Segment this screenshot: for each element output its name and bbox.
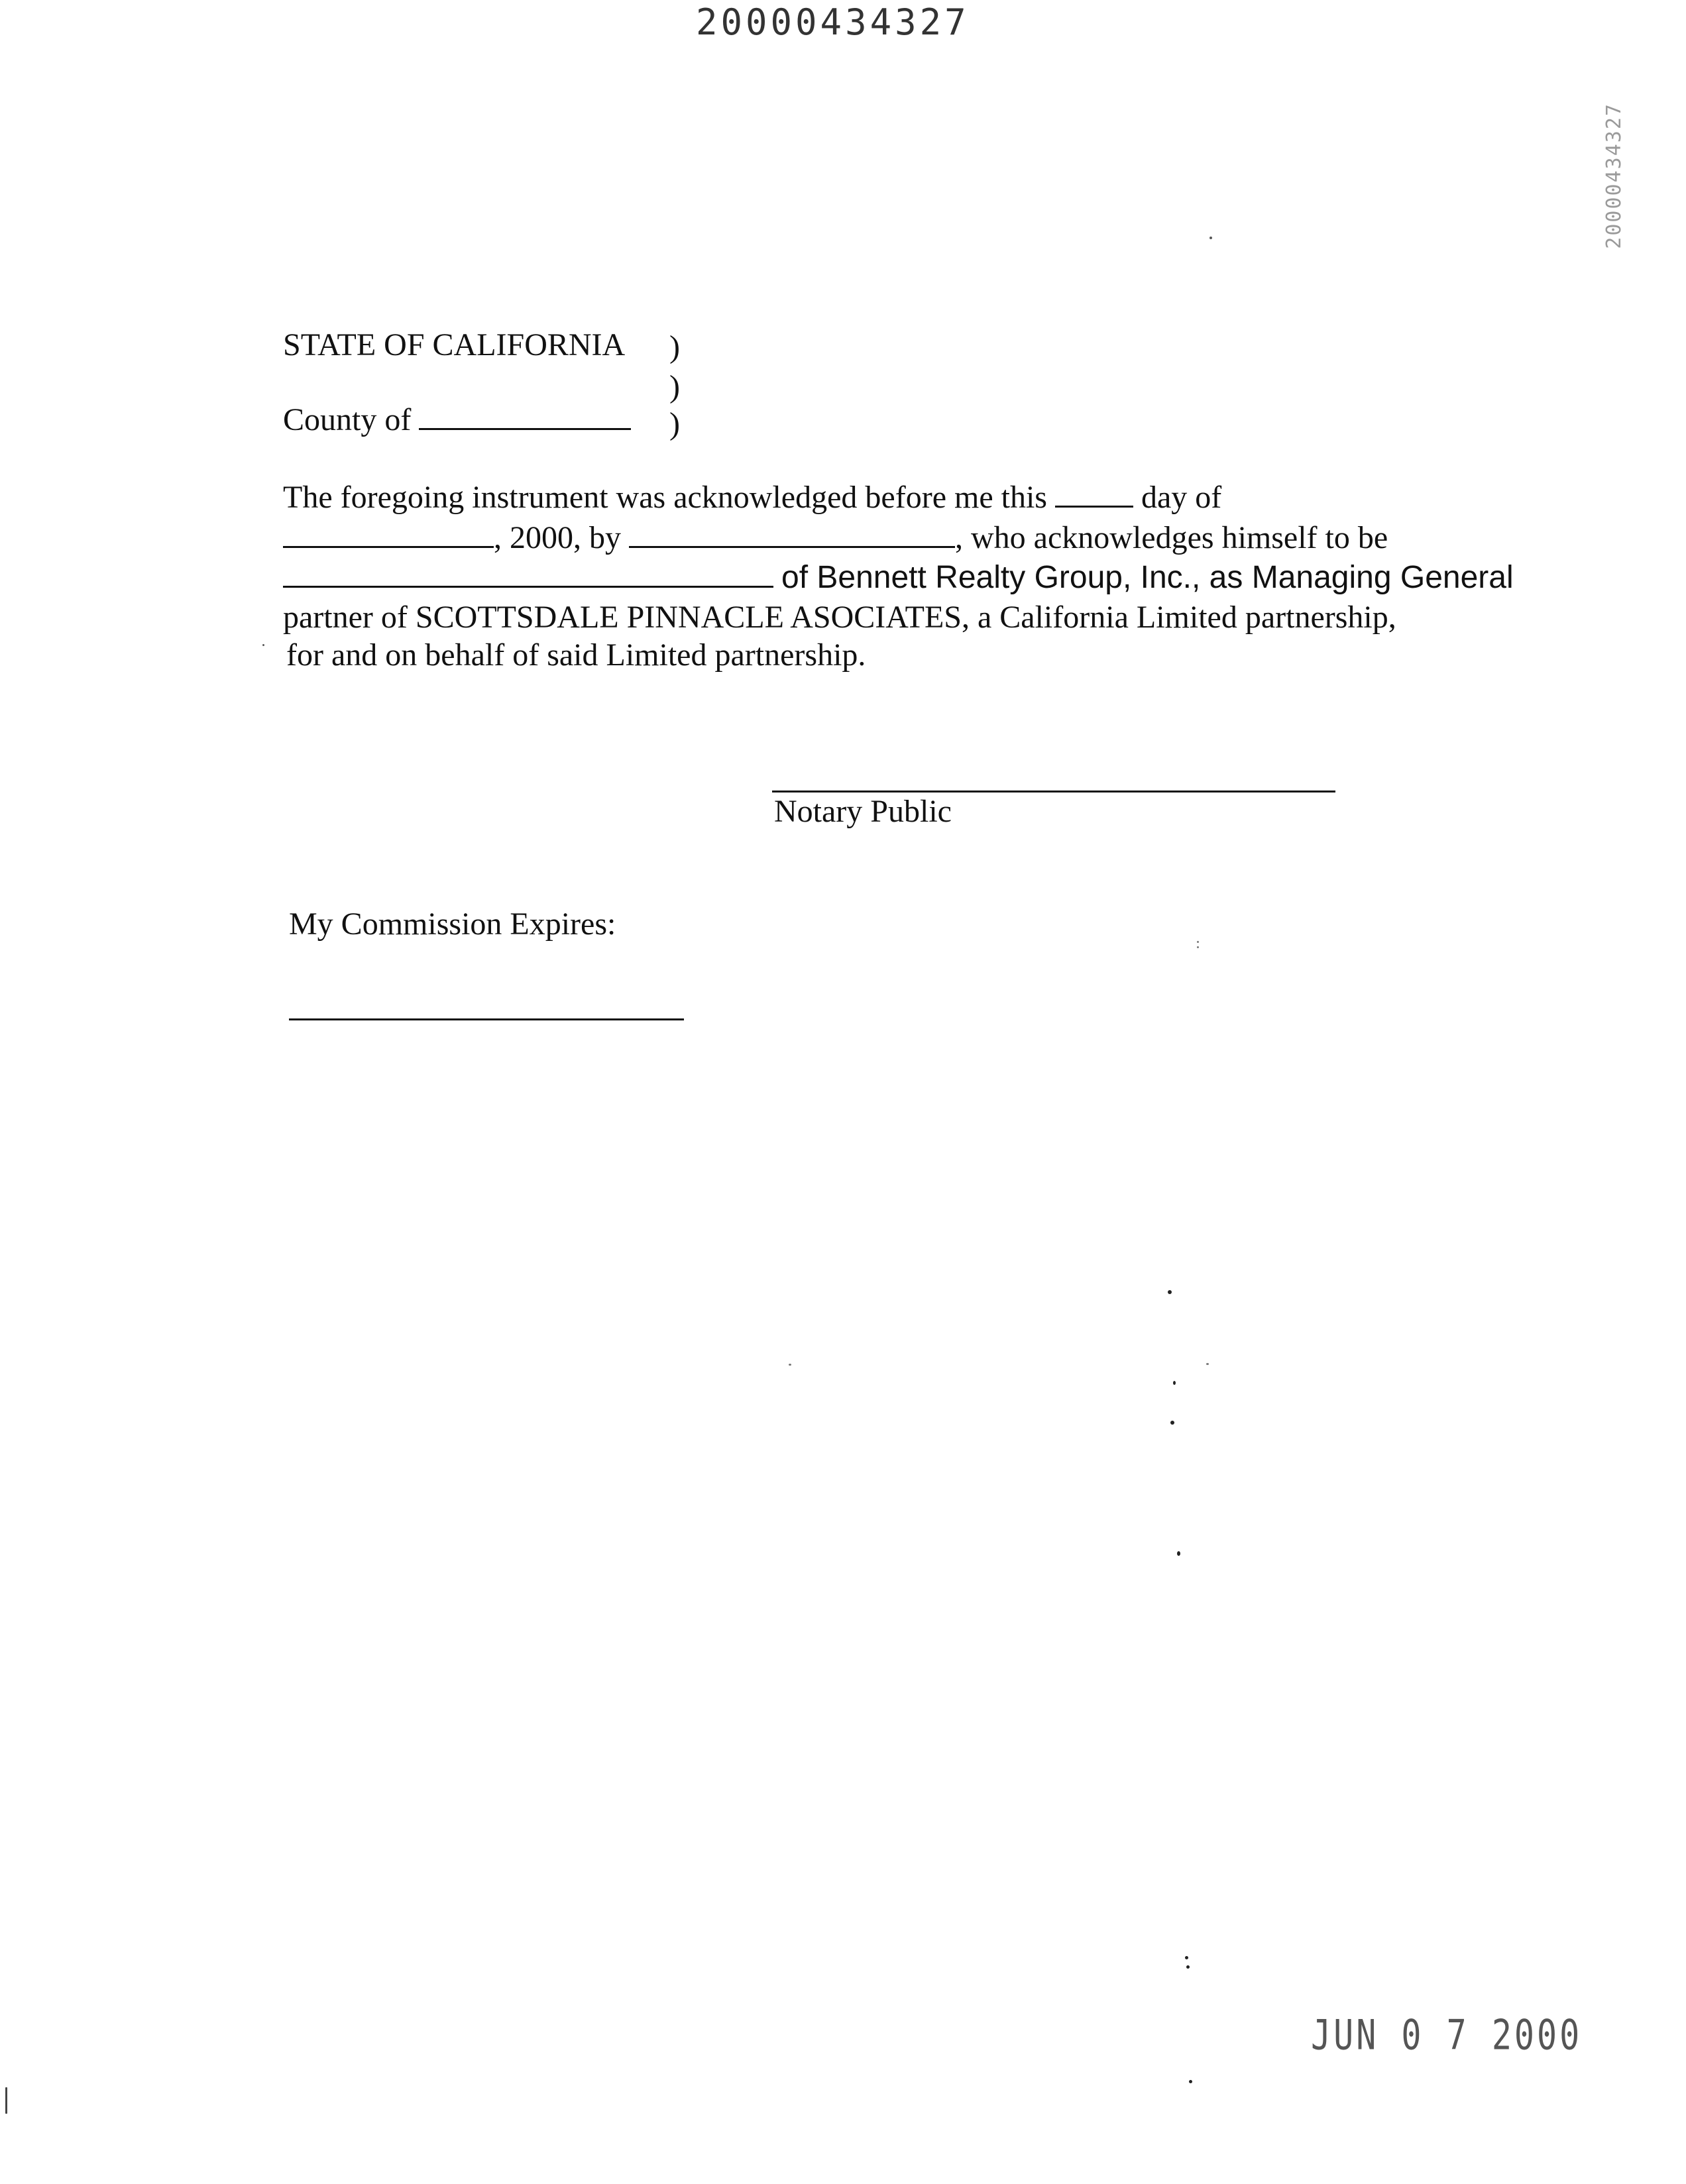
venue-paren-2: ) xyxy=(669,369,680,404)
ack-line-1-text: The foregoing instrument was acknowledged before me this xyxy=(283,480,1047,515)
scan-speck xyxy=(1173,1381,1176,1385)
title-blank[interactable] xyxy=(283,559,773,588)
scan-speck xyxy=(5,2087,7,2114)
state-label: STATE OF CALIFORNIA xyxy=(283,327,626,362)
scan-speck xyxy=(1177,1551,1180,1556)
ack-company-text: of Bennett Realty Group, Inc., as Managing General xyxy=(781,560,1514,595)
venue-paren-3: ) xyxy=(669,406,680,441)
notary-public-label: Notary Public xyxy=(774,794,952,829)
ack-year-by: , 2000, by xyxy=(494,520,621,555)
ack-line-1-day-of: day of xyxy=(1141,480,1222,515)
ack-line-3 xyxy=(283,559,1514,597)
county-blank[interactable] xyxy=(419,402,631,430)
scan-speck xyxy=(262,644,264,646)
commission-label: My Commission Expires: xyxy=(289,906,616,942)
scan-speck xyxy=(1186,1965,1190,1969)
scan-speck xyxy=(1170,1421,1174,1425)
scan-speck xyxy=(1185,1956,1188,1959)
ack-line-4: partner of SCOTTSDALE PINNACLE ASOCIATES, a California Limited partnership, xyxy=(283,600,1396,635)
ack-acknowledges: , who acknowledges himself to be xyxy=(955,520,1388,555)
scan-speck xyxy=(1197,941,1199,943)
scan-speck xyxy=(1206,1363,1209,1365)
received-date-stamp: JUN 0 7 2000 xyxy=(1311,2010,1583,2059)
vertical-recording-stamp: 20000434327 xyxy=(1602,103,1626,249)
ack-line-1 xyxy=(283,478,1221,517)
ack-line-5: for and on behalf of said Limited partnership. xyxy=(286,637,866,673)
day-blank[interactable] xyxy=(1055,479,1133,508)
commission-date-line[interactable] xyxy=(289,1018,684,1020)
document-number: 20000434327 xyxy=(696,1,970,43)
name-blank[interactable] xyxy=(629,519,955,548)
scan-speck xyxy=(1189,2080,1192,2083)
venue-paren-1: ) xyxy=(669,329,680,364)
scan-speck xyxy=(789,1364,791,1366)
scan-speck xyxy=(1197,946,1199,948)
month-blank[interactable] xyxy=(283,519,494,548)
scan-speck xyxy=(1209,237,1212,239)
county-label: County of xyxy=(283,402,412,437)
county-row xyxy=(283,401,631,439)
scan-speck xyxy=(1168,1290,1172,1294)
ack-line-2 xyxy=(283,519,1388,557)
